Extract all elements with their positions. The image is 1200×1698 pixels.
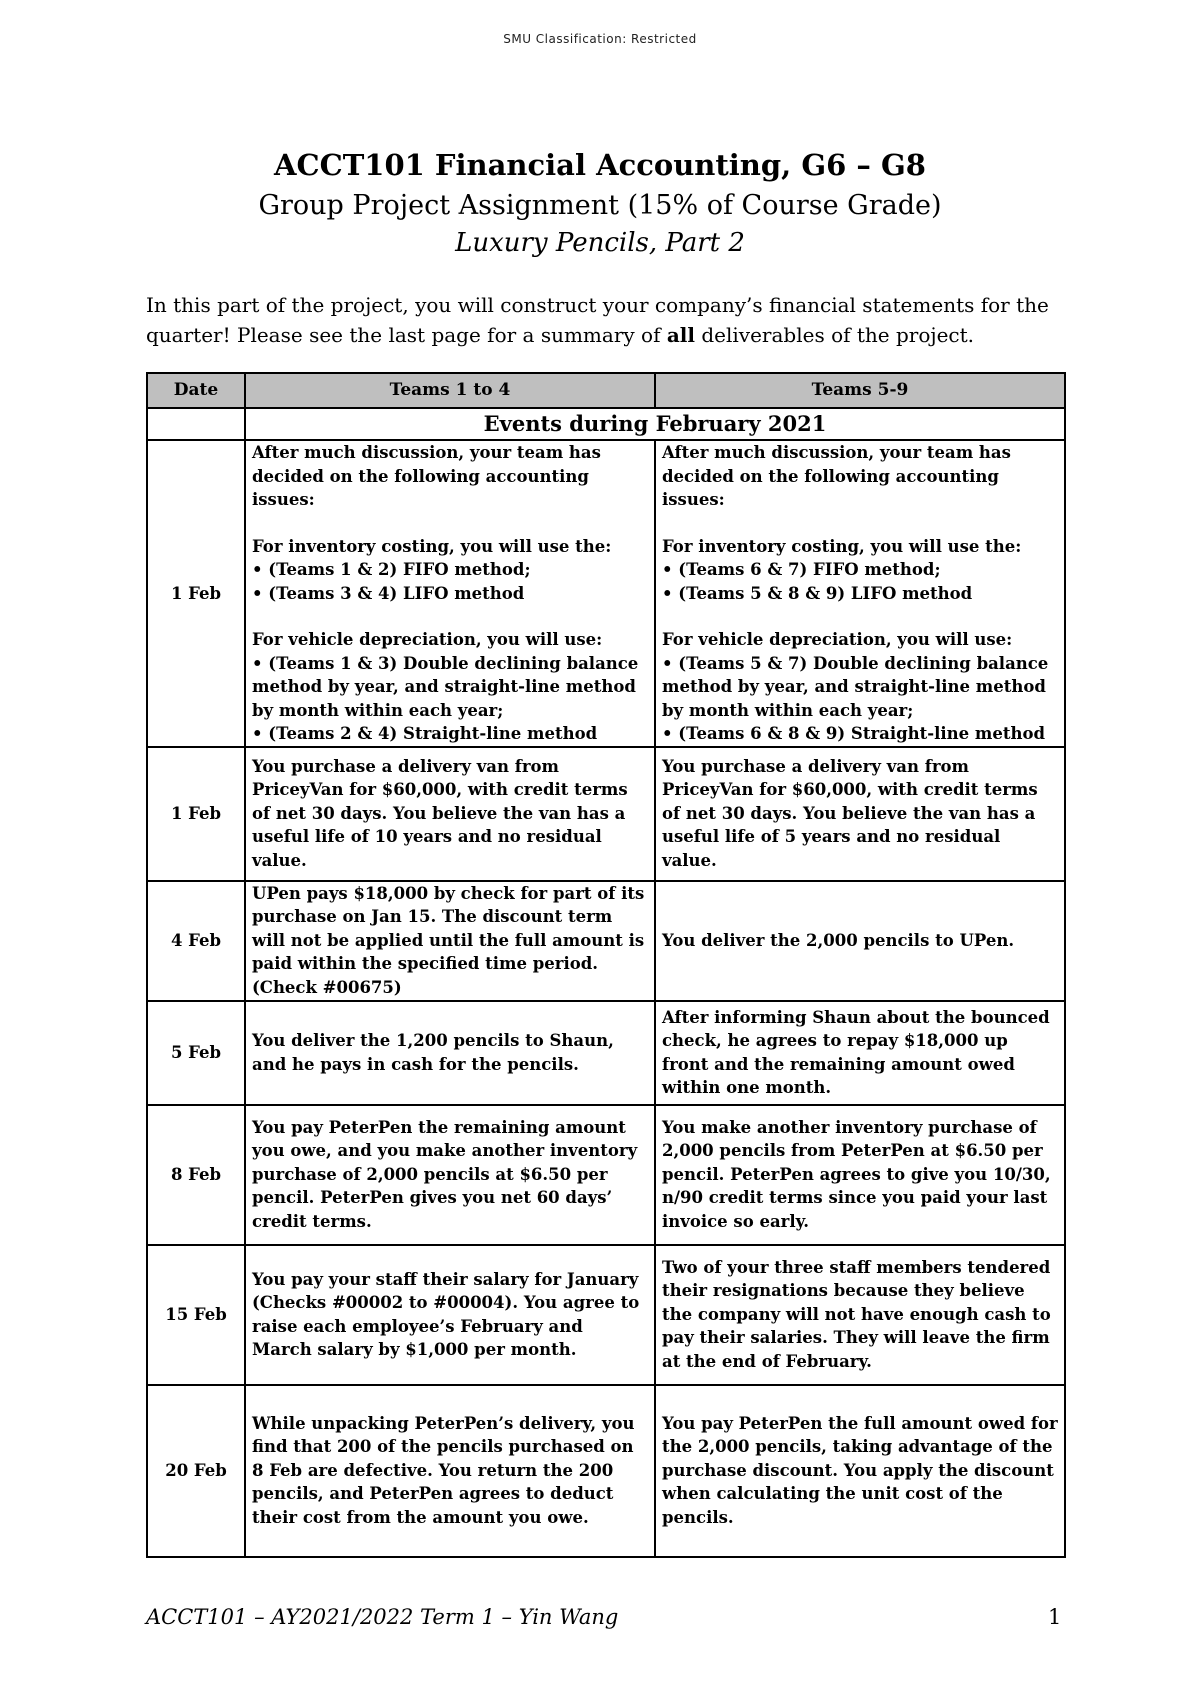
event-line: • (Teams 1 & 3) Double declining balance method by year, and straight-line method by month within each year; <box>252 653 639 720</box>
row-date: 1 Feb <box>147 440 245 747</box>
table-row <box>147 440 1065 747</box>
spacer <box>252 605 648 628</box>
event-line: After much discussion, your team has decided on the following accounting issues: <box>252 443 601 509</box>
event-line: • (Teams 1 & 2) FIFO method; <box>252 560 531 579</box>
intro-bold: all <box>666 323 695 347</box>
event-teams-1-4: You deliver the 1,200 pencils to Shaun, and he pays in cash for the pencils. <box>245 1001 655 1105</box>
month-heading-row <box>147 408 1065 440</box>
event-line: • (Teams 6 & 8 & 9) Straight-line method <box>662 724 1046 743</box>
classification-label: SMU Classification: Restricted <box>503 32 697 46</box>
event-teams-1-4: UPen pays $18,000 by check for part of its purchase on Jan 15. The discount term will not be applied until the full amount is paid within the specified time period. (Check #00675) <box>245 881 655 1001</box>
event-teams-1-4: You pay your staff their salary for January (Checks #00002 to #00004). You agree to raise each employee’s February and March salary by $1,000 per month. <box>245 1245 655 1385</box>
table-header-row <box>147 373 1065 408</box>
row-date: 4 Feb <box>147 881 245 1001</box>
event-teams-5-9: Two of your three staff members tendered their resignations because they believe the company will not have enough cash to pay their salaries. They will leave the firm at the end of February. <box>655 1245 1065 1385</box>
header-date: Date <box>147 373 245 408</box>
intro-text-1: In this part of the project, you will construct your company’s financial statements for the quarter! Please see the last page for a summary of <box>146 293 1049 347</box>
row-date: 20 Feb <box>147 1385 245 1557</box>
event-line: For inventory costing, you will use the: <box>252 536 612 556</box>
table-row <box>147 881 1065 1001</box>
event-line: • (Teams 3 & 4) LIFO method <box>252 583 525 603</box>
document-part-title: Luxury Pencils, Part 2 <box>455 228 745 258</box>
event-teams-1-4 <box>245 440 655 747</box>
table-row <box>147 1245 1065 1385</box>
spacer <box>662 512 1058 535</box>
event-teams-1-4: While unpacking PeterPen’s delivery, you find that 200 of the pencils purchased on 8 Feb are defective. You return the 200 pencils, and PeterPen agrees to deduct their cost from the amount you owe. <box>245 1385 655 1557</box>
row-date: 8 Feb <box>147 1105 245 1245</box>
row-date: 1 Feb <box>147 747 245 881</box>
event-line: After much discussion, your team has decided on the following accounting issues: <box>662 443 1011 509</box>
event-line: • (Teams 6 & 7) FIFO method; <box>662 560 941 579</box>
table-row <box>147 1001 1065 1105</box>
header-teams-5-9: Teams 5-9 <box>655 373 1065 408</box>
event-line: For inventory costing, you will use the: <box>662 536 1022 556</box>
table-row <box>147 1385 1065 1557</box>
event-line: For vehicle depreciation, you will use: <box>252 630 603 649</box>
document-title: ACCT101 Financial Accounting, G6 – G8 <box>274 148 926 182</box>
event-teams-5-9: After informing Shaun about the bounced check, he agrees to repay $18,000 up front and the remaining amount owed within one month. <box>655 1001 1065 1105</box>
event-teams-5-9: You make another inventory purchase of 2,000 pencils from PeterPen at $6.50 per pencil. PeterPen agrees to give you 10/30, n/90 credit terms since you paid your last invoice so early. <box>655 1105 1065 1245</box>
event-teams-5-9: You purchase a delivery van from PriceyVan for $60,000, with credit terms of net 30 days. You believe the van has a useful life of 5 years and no residual value. <box>655 747 1065 881</box>
event-teams-5-9: You deliver the 2,000 pencils to UPen. <box>655 881 1065 1001</box>
event-teams-5-9: You pay PeterPen the full amount owed for the 2,000 pencils, taking advantage of the purchase discount. You apply the discount when calculating the unit cost of the pencils. <box>655 1385 1065 1557</box>
row-date: 15 Feb <box>147 1245 245 1385</box>
page-number: 1 <box>1048 1605 1062 1629</box>
month-heading: Events during February 2021 <box>245 408 1065 440</box>
footer-course-info: ACCT101 – AY2021/2022 Term 1 – Yin Wang <box>146 1605 619 1629</box>
event-line: • (Teams 2 & 4) Straight-line method <box>252 724 598 743</box>
spacer <box>662 605 1058 628</box>
intro-paragraph <box>146 290 1066 350</box>
document-subtitle: Group Project Assignment (15% of Course Grade) <box>258 190 942 221</box>
header-teams-1-4: Teams 1 to 4 <box>245 373 655 408</box>
table-row <box>147 1105 1065 1245</box>
event-teams-5-9 <box>655 440 1065 747</box>
table-row <box>147 747 1065 881</box>
event-line: • (Teams 5 & 8 & 9) LIFO method <box>662 583 973 603</box>
event-line: For vehicle depreciation, you will use: <box>662 630 1013 649</box>
event-teams-1-4: You purchase a delivery van from PriceyVan for $60,000, with credit terms of net 30 days. You believe the van has a useful life of 10 years and no residual value. <box>245 747 655 881</box>
row-date: 5 Feb <box>147 1001 245 1105</box>
blank-cell <box>147 408 245 440</box>
spacer <box>252 512 648 535</box>
event-teams-1-4: You pay PeterPen the remaining amount you owe, and you make another inventory purchase of 2,000 pencils at $6.50 per pencil. PeterPen gives you net 60 days’ credit terms. <box>245 1105 655 1245</box>
intro-text-2: deliverables of the project. <box>695 323 975 347</box>
event-line: • (Teams 5 & 7) Double declining balance method by year, and straight-line method by month within each year; <box>662 653 1049 720</box>
events-table <box>146 372 1066 1558</box>
